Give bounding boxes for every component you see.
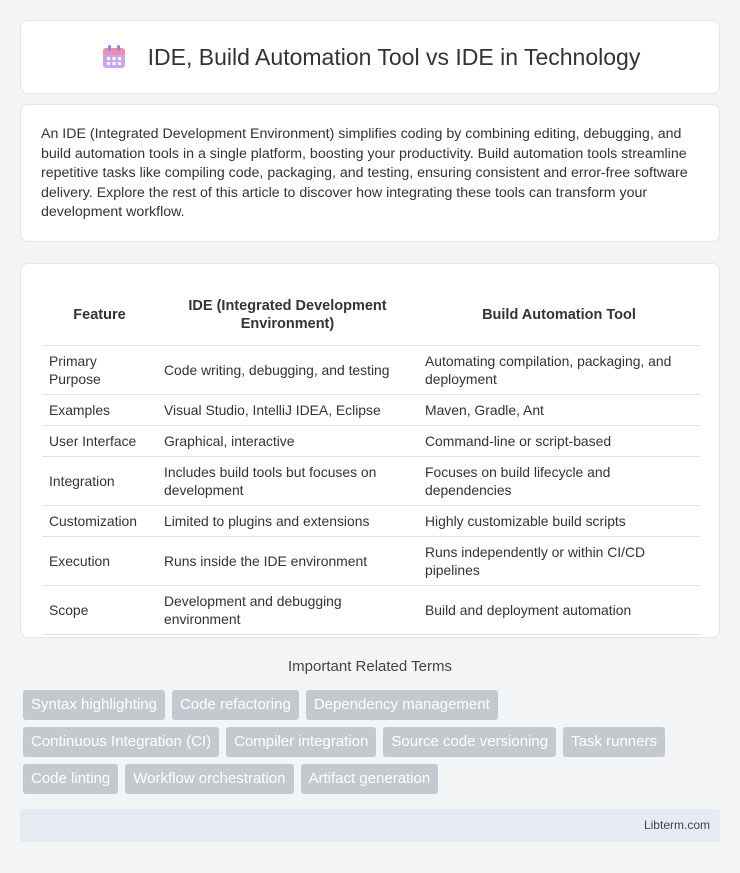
feature-cell: Customization [42,506,157,537]
intro-card [20,104,720,242]
build-tool-cell: Build and deployment automation [418,586,700,635]
title-card [20,20,720,94]
related-term-tag[interactable]: Syntax highlighting [23,690,165,720]
ide-cell: Runs inside the IDE environment [157,537,418,586]
feature-cell: Integration [42,457,157,506]
footer-site[interactable]: Libterm.com [643,818,710,832]
table-row [42,506,700,537]
tag-row [23,690,723,720]
related-term-tag[interactable]: Source code versioning [383,727,556,757]
feature-cell: Examples [42,395,157,426]
footer [20,809,720,842]
build-tool-cell: Maven, Gradle, Ant [418,395,700,426]
ide-cell: Code writing, debugging, and testing [157,346,418,395]
calendar-icon [100,43,128,71]
related-term-tag[interactable]: Continuous Integration (CI) [23,727,219,757]
comparison-table [42,284,700,635]
table-header-row [42,284,700,346]
header-build-tool: Build Automation Tool [418,284,700,346]
header-feature: Feature [42,284,157,346]
tag-row [23,764,723,794]
ide-cell: Development and debugging environment [157,586,418,635]
ide-cell: Includes build tools but focuses on development [157,457,418,506]
feature-cell: Scope [42,586,157,635]
ide-cell: Visual Studio, IntelliJ IDEA, Eclipse [157,395,418,426]
build-tool-cell: Highly customizable build scripts [418,506,700,537]
related-terms [23,690,723,801]
build-tool-cell: Focuses on build lifecycle and dependencies [418,457,700,506]
table-row [42,426,700,457]
header-ide: IDE (Integrated Development Environment) [157,284,418,346]
table-row [42,346,700,395]
table-row [42,457,700,506]
table-row [42,586,700,635]
related-term-tag[interactable]: Dependency management [306,690,498,720]
table-row [42,395,700,426]
feature-cell: User Interface [42,426,157,457]
related-term-tag[interactable]: Task runners [563,727,665,757]
related-term-tag[interactable]: Artifact generation [301,764,439,794]
related-term-tag[interactable]: Workflow orchestration [125,764,293,794]
ide-cell: Limited to plugins and extensions [157,506,418,537]
feature-cell: Execution [42,537,157,586]
build-tool-cell: Runs independently or within CI/CD pipelines [418,537,700,586]
ide-cell: Graphical, interactive [157,426,418,457]
table-row [42,537,700,586]
build-tool-cell: Command-line or script-based [418,426,700,457]
related-term-tag[interactable]: Code refactoring [172,690,299,720]
comparison-card [20,263,720,638]
tag-row [23,727,723,757]
feature-cell: Primary Purpose [42,346,157,395]
related-term-tag[interactable]: Code linting [23,764,118,794]
related-terms-heading: Important Related Terms [288,658,452,675]
intro-text: An IDE (Integrated Development Environment) simplifies coding by combining editing, debugging, and build automation tools in a single platform, boosting your productivity. Build automation tools streamline repetitive tasks like compiling code, packaging, and testing, ensuring consistent and error-free software delivery. Explore the rest of this article to discover how integrating these tools can transform your development workflow. [41,126,688,221]
page-title: IDE, Build Automation Tool vs IDE in Technology [147,43,641,70]
related-term-tag[interactable]: Compiler integration [226,727,376,757]
build-tool-cell: Automating compilation, packaging, and deployment [418,346,700,395]
